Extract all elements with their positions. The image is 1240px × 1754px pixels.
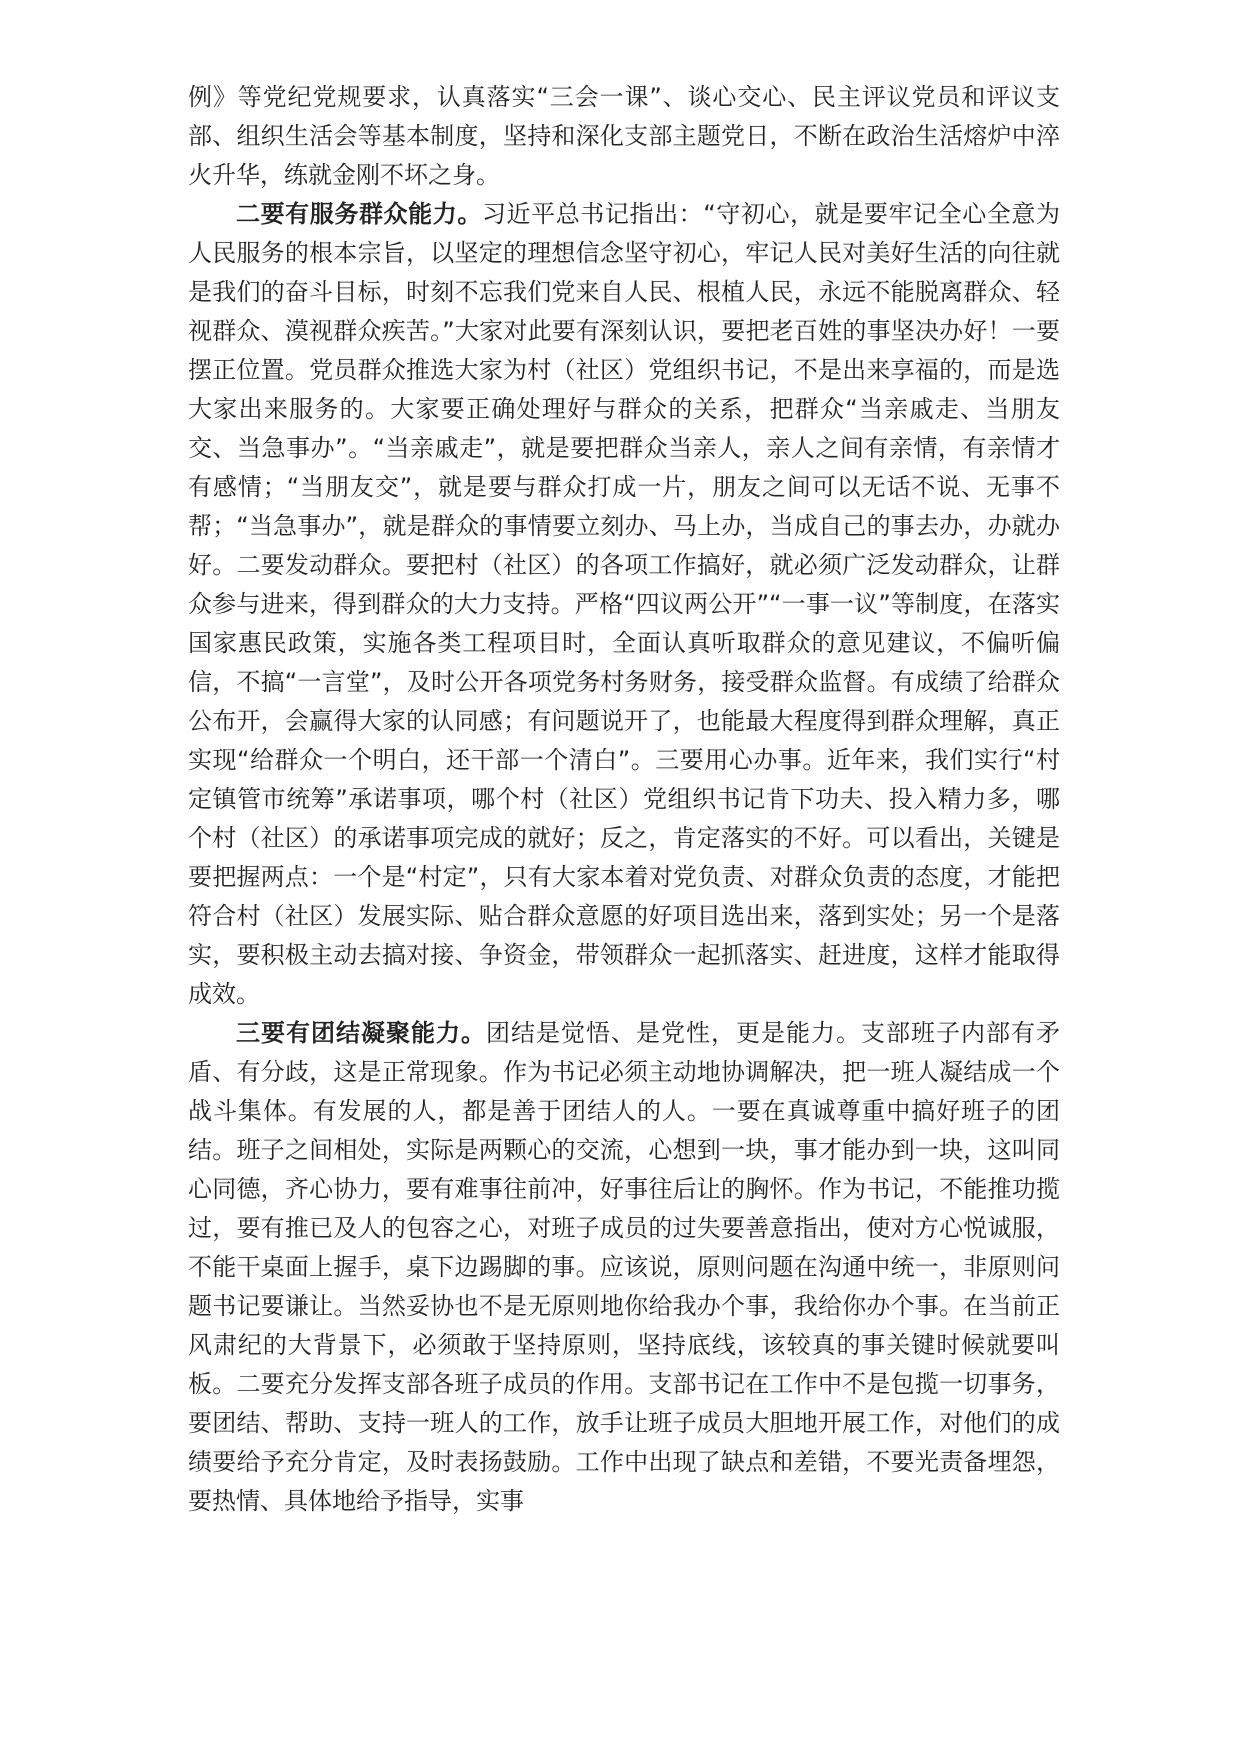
paragraph-unity-ability — [188, 1014, 1060, 1521]
paragraph-continuation — [188, 78, 1060, 195]
paragraph-service-ability — [188, 195, 1060, 1014]
paragraph-body: 例》等党纪党规要求，认真落实“三会一课”、谈心交心、民主评议党员和评议支部、组织生活会等基本制度，坚持和深化支部主题党日，不断在政治生活熔炉中淬火升华，练就金刚不坏之身。 — [188, 83, 1060, 189]
paragraph-body: 习近平总书记指出：“守初心，就是要牢记全心全意为人民服务的根本宗旨，以坚定的理想信念坚守初心，牢记人民对美好生活的向往就是我们的奋斗目标，时刻不忘我们党来自人民、根植人民，永远不能脱离群众、轻视群众、漠视群众疾苦。”大家对此要有深刻认识，要把老百姓的事坚决办好！一要摆正位置。党员群众推选大家为村（社区）党组织书记，不是出来享福的，而是选大家出来服务的。大家要正确处理好与群众的关系，把群众“当亲戚走、当朋友交、当急事办”。“当亲戚走”，就是要把群众当亲人，亲人之间有亲情，有亲情才有感情；“当朋友交”，就是要与群众打成一片，朋友之间可以无话不说、无事不帮；“当急事办”，就是群众的事情要立刻办、马上办，当成自己的事去办，办就办好。二要发动群众。要把村（社区）的各项工作搞好，就必须广泛发动群众，让群众参与进来，得到群众的大力支持。严格“四议两公开”“一事一议”等制度，在落实国家惠民政策，实施各类工程项目时，全面认真听取群众的意见建议，不偏听偏信，不搞“一言堂”，及时公开各项党务村务财务，接受群众监督。有成绩了给群众公布开，会赢得大家的认同感；有问题说开了，也能最大程度得到群众理解，真正实现“给群众一个明白，还干部一个清白”。三要用心办事。近年来，我们实行“村定镇管市统筹”承诺事项，哪个村（社区）党组织书记肯下功夫、投入精力多，哪个村（社区）的承诺事项完成的就好；反之，肯定落实的不好。可以看出，关键是要把握两点：一个是“村定”，只有大家本着对党负责、对群众负责的态度，才能把符合村（社区）发展实际、贴合群众意愿的好项目选出来，落到实处；另一个是落实，要积极主动去搞对接、争资金，带领群众一起抓落实、赶进度，这样才能取得成效。 — [188, 200, 1061, 1008]
paragraph-heading: 三要有团结凝聚能力。 — [236, 1019, 486, 1047]
document-page — [188, 78, 1060, 1521]
paragraph-body: 团结是觉悟、是党性，更是能力。支部班子内部有矛盾、有分歧，这是正常现象。作为书记必须主动地协调解决，把一班人凝结成一个战斗集体。有发展的人，都是善于团结人的人。一要在真诚尊重中搞好班子的团结。班子之间相处，实际是两颗心的交流，心想到一块，事才能办到一块，这叫同心同德，齐心协力，要有难事往前冲，好事往后让的胸怀。作为书记，不能推功揽过，要有推已及人的包容之心，对班子成员的过失要善意指出，使对方心悦诚服，不能干桌面上握手，桌下边踢脚的事。应该说，原则问题在沟通中统一，非原则问题书记要谦让。当然妥协也不是无原则地你给我办个事，我给你办个事。在当前正风肃纪的大背景下，必须敢于坚持原则，坚持底线，该较真的事关键时候就要叫板。二要充分发挥支部各班子成员的作用。支部书记在工作中不是包揽一切事务，要团结、帮助、支持一班人的工作，放手让班子成员大胆地开展工作，对他们的成绩要给予充分肯定，及时表扬鼓励。工作中出现了缺点和差错，不要光责备埋怨，要热情、具体地给予指导，实事 — [188, 1019, 1060, 1515]
paragraph-heading: 二要有服务群众能力。 — [236, 200, 482, 228]
